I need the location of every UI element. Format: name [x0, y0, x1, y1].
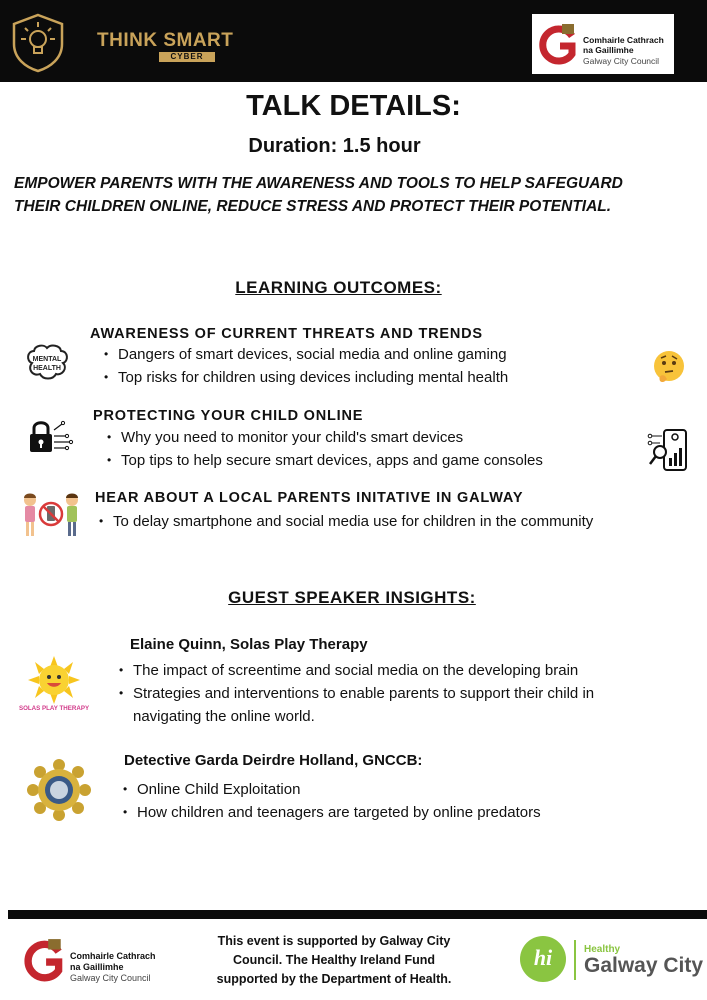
tagline [14, 172, 707, 218]
footer-council-line3: Galway City Council [70, 973, 151, 983]
list-item-continuation: navigating the online world. [133, 708, 315, 725]
outcome-list-initiative [99, 510, 593, 533]
outcome-title-initiative: HEAR ABOUT A LOCAL PARENTS INITATIVE IN GALWAY [95, 490, 524, 506]
shield-bulb-icon [8, 12, 68, 74]
council-g-icon [538, 22, 578, 66]
hi-mark-text: hi [533, 945, 553, 970]
list-item: • Dangers of smart devices, social media and online gaming [104, 343, 508, 366]
duration-text: Duration: 1.5 hour [248, 135, 421, 157]
solas-logo-text: SOLAS PLAY THERAPY [19, 705, 89, 712]
speaker-list-elaine [119, 659, 594, 728]
lock-circuit-icon [26, 418, 74, 456]
list-item: • The impact of screentime and social media on the developing brain [119, 659, 594, 682]
garda-badge-icon [26, 759, 92, 821]
council-name-line1: Comhairle Cathrach [583, 35, 664, 45]
outcome-list-threats [104, 343, 508, 389]
outcome-list-protecting [107, 426, 543, 472]
healthy-ireland-logo [519, 935, 567, 983]
healthy-label: Healthy [584, 944, 621, 955]
list-item: • Online Child Exploitation [123, 778, 541, 801]
guest-speakers-heading: GUEST SPEAKER INSIGHTS: [228, 588, 476, 607]
phone-analytics-icon [646, 428, 690, 472]
list-item: • Top tips to help secure smart devices, apps and game consoles [107, 449, 543, 472]
tagline-line2: THEIR CHILDREN ONLINE, REDUCE STRESS AND PROTECT THEIR POTENTIAL. [14, 198, 612, 215]
footer-council-logo [22, 935, 172, 985]
solas-sun-logo [19, 655, 89, 713]
children-no-phone-icon [18, 488, 82, 544]
support-line2: Council. The Healthy Ireland Fund [232, 953, 436, 967]
list-item: • Top risks for children using devices including mental health [104, 366, 508, 389]
council-logo [532, 14, 674, 74]
brand-title: THINK SMART [97, 30, 234, 51]
footer-divider [8, 910, 707, 919]
speaker-list-deirdre [123, 778, 541, 824]
speaker-name-deirdre: Detective Garda Deirdre Holland, GNCCB: [124, 752, 423, 769]
list-item: • Why you need to monitor your child's smart devices [107, 426, 543, 449]
svg-text:HEALTH: HEALTH [33, 365, 61, 372]
council-name-line2: na Gaillimhe [583, 45, 634, 55]
outcome-title-protecting: PROTECTING YOUR CHILD ONLINE [93, 408, 364, 424]
support-statement [178, 932, 490, 989]
list-item: • To delay smartphone and social media use for children in the community [99, 510, 593, 533]
tagline-line1: EMPOWER PARENTS WITH THE AWARENESS AND TOOLS TO HELP SAFEGUARD [14, 175, 623, 192]
council-g-icon [22, 937, 66, 983]
list-item: • Strategies and interventions to enable parents to support their child in [119, 682, 594, 705]
hi-divider [574, 940, 576, 980]
brain-icon [24, 343, 70, 383]
footer-council-line1: Comhairle Cathrach [70, 951, 156, 961]
brand-subtitle: CYBER [159, 52, 215, 62]
page-title: TALK DETAILS: [246, 90, 461, 122]
support-line1: This event is supported by Galway City [217, 934, 451, 948]
header-bar [0, 0, 707, 82]
thinking-face-icon [652, 350, 686, 384]
galway-city-label: Galway City [584, 954, 704, 977]
learning-outcomes-heading: LEARNING OUTCOMES: [235, 278, 442, 297]
council-name-line3: Galway City Council [583, 56, 660, 66]
list-item: • How children and teenagers are targeted by online predators [123, 801, 541, 824]
svg-text:MENTAL: MENTAL [32, 356, 62, 363]
footer-council-line2: na Gaillimhe [70, 962, 124, 972]
outcome-title-threats: AWARENESS OF CURRENT THREATS AND TRENDS [90, 326, 483, 342]
support-line3: supported by the Department of Health. [216, 972, 452, 986]
speaker-name-elaine: Elaine Quinn, Solas Play Therapy [130, 636, 368, 653]
